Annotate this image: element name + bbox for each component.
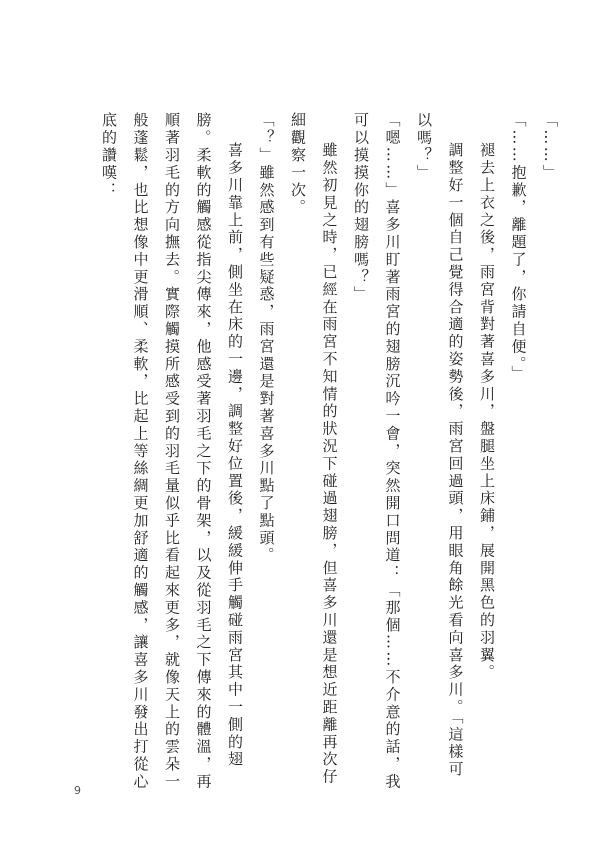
vertical-text-body bbox=[45, 112, 565, 792]
paragraph-1: 「……」 bbox=[541, 112, 559, 182]
paragraph-3: 褪去上衣之後，雨宮背對著喜多川，盤腿坐上床鋪，展開黑色的羽翼。 bbox=[478, 142, 496, 682]
paragraph-5: 「嗯……」喜多川盯著雨宮的翅膀沉吟一會，突然開口問道：「那個……不介意的話，我可以摸摸你的翅膀嗎？」 bbox=[352, 112, 402, 791]
paragraph-7: 「？」雖然感到有些疑惑，雨宮還是對著喜多川點了點頭。 bbox=[257, 112, 276, 565]
paragraph-4: 調整好一個自己覺得合適的姿勢後，雨宮回過頭，用眼角餘光看向喜多川。「這樣可以嗎？」 bbox=[415, 112, 465, 779]
page-number: 9 bbox=[74, 784, 81, 797]
paragraph-2: 「……抱歉，離題了，你請自便。」 bbox=[509, 112, 528, 383]
paragraph-6: 雖然初見之時，已經在雨宮不知情的狀況下碰過翅膀，但喜多川還是想近距離再次仔細觀察一次。 bbox=[289, 112, 339, 786]
paragraph-8: 喜多川靠上前，側坐在床的一邊，調整好位置後，緩緩伸手觸碰雨宮其中一側的翅膀。柔軟的觸感從指尖傳來，他感受著羽毛之下的骨架，以及從羽毛之下傳來的體溫，再順著羽毛的方向撫去。實際觸摸所感受到的羽毛量似乎比看起來更多，就像天上的雲朵一般蓬鬆，也比想像中更滑順、柔軟，比起上等絲綢更加舒適的觸感，讓喜多川發出打從心底的讚嘆： bbox=[100, 112, 244, 791]
